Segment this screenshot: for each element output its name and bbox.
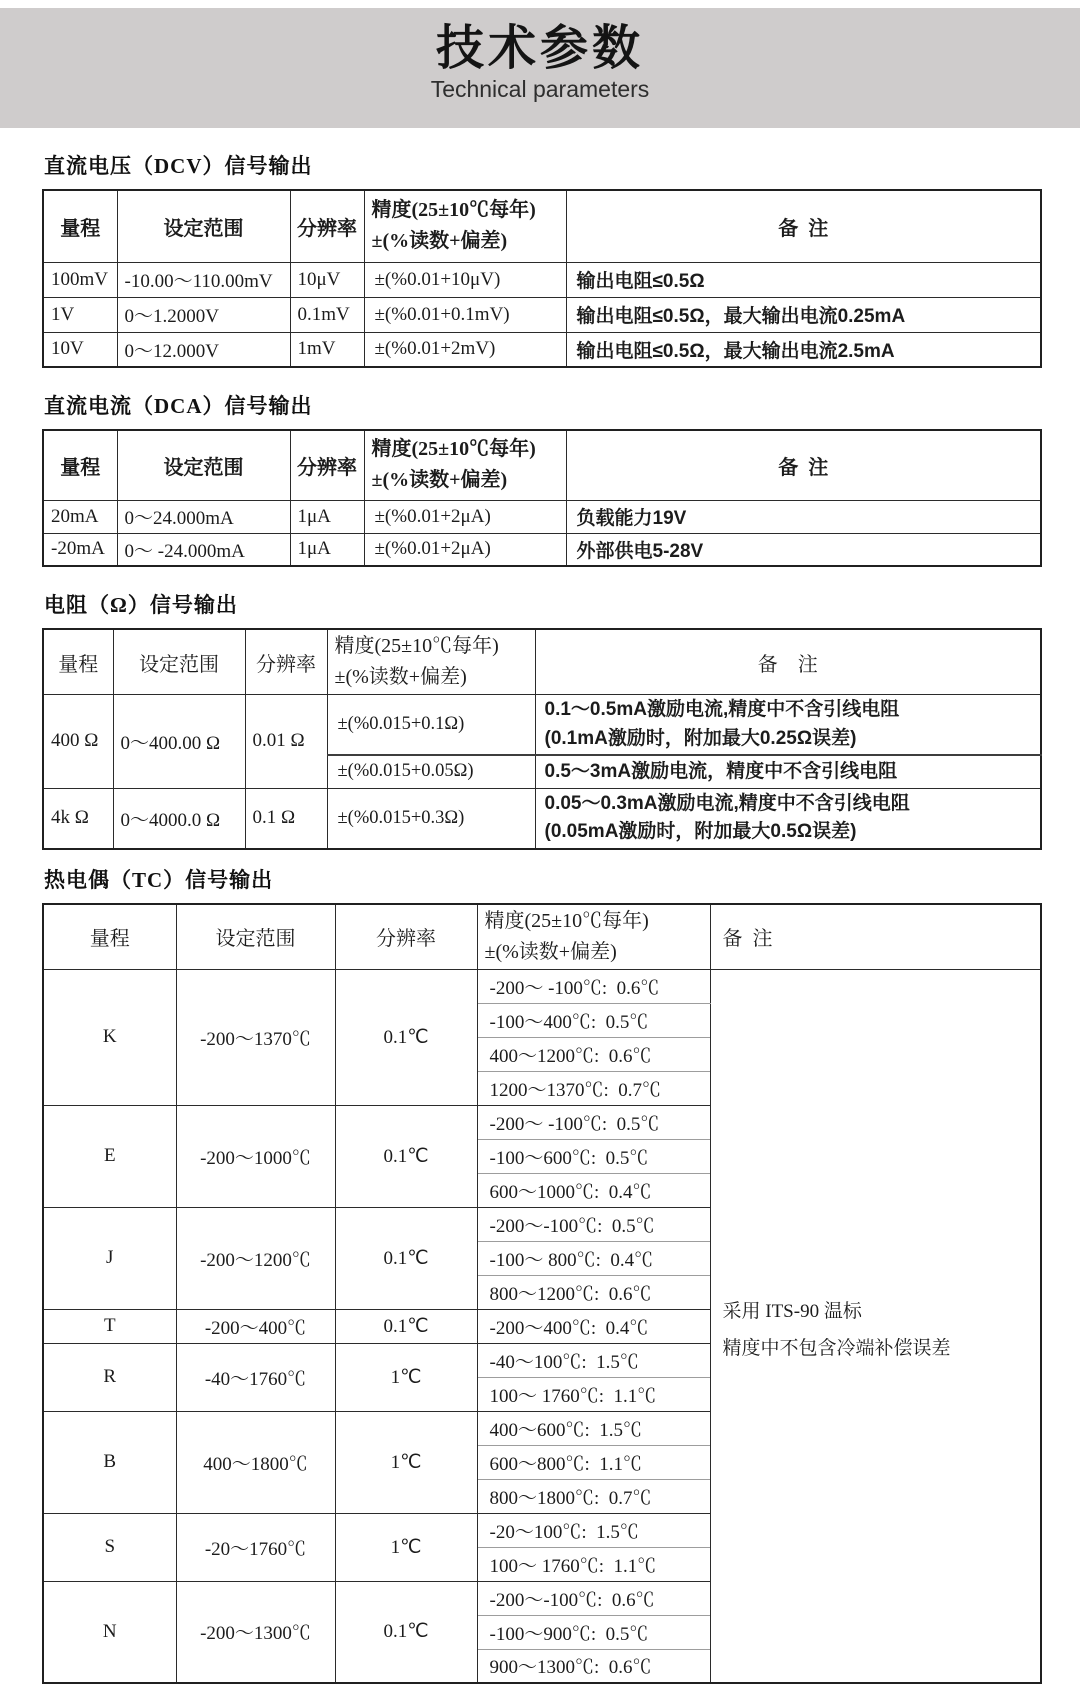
note-line1: 0.5～3mA激励电流，精度中不含引线电阻 bbox=[545, 758, 1040, 787]
range-cell: 100mV bbox=[43, 262, 117, 297]
note-line1: 0.05～0.3mA激励电流,精度中不含引线电阻 bbox=[545, 790, 1040, 819]
page bbox=[0, 8, 1080, 1641]
note-cell: 外部供电5-28V bbox=[566, 533, 1041, 566]
range-cell: 10V bbox=[43, 332, 117, 367]
page-title: 技术参数 bbox=[0, 8, 1080, 78]
setting-range-cell: -10.00～110.00mV bbox=[117, 262, 290, 297]
accuracy-cell: ±(%0.015+0.1Ω) bbox=[327, 695, 535, 756]
ohm-table bbox=[42, 628, 1042, 850]
setting-range-cell: -200～400℃ bbox=[176, 1309, 335, 1343]
table-header-row bbox=[43, 430, 1041, 500]
note-header: 备 注 bbox=[710, 904, 1041, 970]
table-header-row bbox=[43, 904, 1041, 970]
accuracy-cell: ±(%0.01+2mV) bbox=[364, 332, 566, 367]
table-row bbox=[43, 332, 1041, 367]
setting-range-cell: 0～4000.0 Ω bbox=[113, 788, 245, 849]
setting-range-header: 设定范围 bbox=[113, 629, 245, 695]
header-band bbox=[0, 8, 1080, 128]
note-cell bbox=[710, 969, 1041, 1683]
range-cell: S bbox=[43, 1513, 176, 1581]
resolution-header: 分辨率 bbox=[335, 904, 477, 970]
accuracy-cell: 400～600℃: 1.5℃ bbox=[477, 1411, 710, 1445]
note-header: 备 注 bbox=[566, 190, 1041, 262]
resolution-cell: 1μA bbox=[290, 533, 364, 566]
accuracy-cell: ±(%0.01+10μV) bbox=[364, 262, 566, 297]
resolution-header: 分辨率 bbox=[290, 190, 364, 262]
accuracy-cell: -100～ 800℃: 0.4℃ bbox=[477, 1241, 710, 1275]
accuracy-cell: -200～-100℃: 0.6℃ bbox=[477, 1581, 710, 1615]
accuracy-header bbox=[327, 629, 535, 695]
accuracy-cell: 800～1200℃: 0.6℃ bbox=[477, 1275, 710, 1309]
dcv-table bbox=[42, 189, 1042, 368]
accuracy-header bbox=[477, 904, 710, 970]
setting-range-cell: 0～12.000V bbox=[117, 332, 290, 367]
range-header: 量程 bbox=[43, 629, 113, 695]
accuracy-cell: -100～400℃: 0.5℃ bbox=[477, 1003, 710, 1037]
accuracy-cell: -40～100℃: 1.5℃ bbox=[477, 1343, 710, 1377]
accuracy-header-line2: ±(%读数+偏差) bbox=[372, 465, 565, 496]
table-row bbox=[43, 262, 1041, 297]
accuracy-cell: 600～800℃: 1.1℃ bbox=[477, 1445, 710, 1479]
range-cell: T bbox=[43, 1309, 176, 1343]
note-cell: 负载能力19V bbox=[566, 500, 1041, 533]
accuracy-header bbox=[364, 430, 566, 500]
setting-range-cell: -200～1370℃ bbox=[176, 969, 335, 1105]
setting-range-cell: -200～1300℃ bbox=[176, 1581, 335, 1683]
dca-table bbox=[42, 429, 1042, 567]
accuracy-header-line1: 精度(25±10℃每年) bbox=[372, 195, 565, 226]
note-cell bbox=[535, 788, 1041, 849]
setting-range-cell: -200～1000℃ bbox=[176, 1105, 335, 1207]
table-row bbox=[43, 788, 1041, 849]
resolution-cell: 0.1 Ω bbox=[245, 788, 327, 849]
note-line2: (0.1mA激励时，附加最大0.25Ω误差) bbox=[545, 725, 1040, 754]
range-cell: B bbox=[43, 1411, 176, 1513]
section-label-ohm: 电阻（Ω）信号输出 bbox=[44, 589, 1040, 619]
accuracy-cell: ±(%0.015+0.3Ω) bbox=[327, 788, 535, 849]
accuracy-header-line1: 精度(25±10℃每年) bbox=[335, 631, 534, 662]
setting-range-cell: -40～1760℃ bbox=[176, 1343, 335, 1411]
accuracy-cell: 400～1200℃: 0.6℃ bbox=[477, 1037, 710, 1071]
accuracy-cell: 100～ 1760℃: 1.1℃ bbox=[477, 1377, 710, 1411]
resolution-cell: 1μA bbox=[290, 500, 364, 533]
table-row bbox=[43, 695, 1041, 756]
page-subtitle: Technical parameters bbox=[0, 78, 1080, 101]
accuracy-header-line2: ±(%读数+偏差) bbox=[372, 226, 565, 257]
setting-range-cell: 400～1800℃ bbox=[176, 1411, 335, 1513]
accuracy-cell: -200～ -100℃: 0.6℃ bbox=[477, 969, 710, 1003]
range-cell: N bbox=[43, 1581, 176, 1683]
range-header: 量程 bbox=[43, 430, 117, 500]
range-cell: 400 Ω bbox=[43, 695, 113, 789]
section-label-tc: 热电偶（TC）信号输出 bbox=[44, 864, 1040, 894]
range-cell: J bbox=[43, 1207, 176, 1309]
setting-range-header: 设定范围 bbox=[117, 190, 290, 262]
note-cell: 输出电阻≤0.5Ω bbox=[566, 262, 1041, 297]
table-row bbox=[43, 500, 1041, 533]
note-cell bbox=[535, 755, 1041, 788]
setting-range-header: 设定范围 bbox=[117, 430, 290, 500]
note-header: 备 注 bbox=[535, 629, 1041, 695]
accuracy-cell: 100～ 1760℃: 1.1℃ bbox=[477, 1547, 710, 1581]
resolution-cell: 10μV bbox=[290, 262, 364, 297]
resolution-cell: 1℃ bbox=[335, 1343, 477, 1411]
resolution-cell: 0.1℃ bbox=[335, 1309, 477, 1343]
accuracy-cell: -200～400℃: 0.4℃ bbox=[477, 1309, 710, 1343]
content bbox=[0, 150, 1080, 1684]
setting-range-cell: 0～400.00 Ω bbox=[113, 695, 245, 789]
note-cell: 输出电阻≤0.5Ω，最大输出电流2.5mA bbox=[566, 332, 1041, 367]
table-row bbox=[43, 297, 1041, 332]
accuracy-header-line2: ±(%读数+偏差) bbox=[485, 937, 709, 968]
accuracy-cell: ±(%0.01+2μA) bbox=[364, 533, 566, 566]
range-cell: E bbox=[43, 1105, 176, 1207]
accuracy-header-line1: 精度(25±10℃每年) bbox=[485, 906, 709, 937]
range-cell: R bbox=[43, 1343, 176, 1411]
resolution-cell: 1℃ bbox=[335, 1513, 477, 1581]
accuracy-cell: ±(%0.01+0.1mV) bbox=[364, 297, 566, 332]
accuracy-cell: ±(%0.015+0.05Ω) bbox=[327, 755, 535, 788]
table-row bbox=[43, 533, 1041, 566]
range-cell: -20mA bbox=[43, 533, 117, 566]
setting-range-header: 设定范围 bbox=[176, 904, 335, 970]
section-label-dca: 直流电流（DCA）信号输出 bbox=[44, 390, 1040, 420]
resolution-header: 分辨率 bbox=[290, 430, 364, 500]
range-cell: 1V bbox=[43, 297, 117, 332]
table-row bbox=[43, 969, 1041, 1003]
range-cell: 4k Ω bbox=[43, 788, 113, 849]
range-header: 量程 bbox=[43, 190, 117, 262]
range-cell: 20mA bbox=[43, 500, 117, 533]
note-line2: (0.05mA激励时，附加最大0.5Ω误差) bbox=[545, 818, 1040, 847]
range-header: 量程 bbox=[43, 904, 176, 970]
setting-range-cell: -200～1200℃ bbox=[176, 1207, 335, 1309]
resolution-cell: 0.01 Ω bbox=[245, 695, 327, 789]
note-cell: 输出电阻≤0.5Ω，最大输出电流0.25mA bbox=[566, 297, 1041, 332]
accuracy-cell: ±(%0.01+2μA) bbox=[364, 500, 566, 533]
accuracy-cell: -200～ -100℃: 0.5℃ bbox=[477, 1105, 710, 1139]
accuracy-header-line2: ±(%读数+偏差) bbox=[335, 662, 534, 693]
accuracy-header bbox=[364, 190, 566, 262]
note-cell bbox=[535, 695, 1041, 756]
resolution-header: 分辨率 bbox=[245, 629, 327, 695]
resolution-cell: 1mV bbox=[290, 332, 364, 367]
setting-range-cell: 0～1.2000V bbox=[117, 297, 290, 332]
accuracy-cell: -200～-100℃: 0.5℃ bbox=[477, 1207, 710, 1241]
resolution-cell: 0.1℃ bbox=[335, 1207, 477, 1309]
resolution-cell: 0.1mV bbox=[290, 297, 364, 332]
accuracy-cell: 600～1000℃: 0.4℃ bbox=[477, 1173, 710, 1207]
note-line1: 采用 ITS-90 温标 bbox=[723, 1293, 1037, 1330]
note-header: 备 注 bbox=[566, 430, 1041, 500]
setting-range-cell: 0～ -24.000mA bbox=[117, 533, 290, 566]
accuracy-cell: -20～100℃: 1.5℃ bbox=[477, 1513, 710, 1547]
table-header-row bbox=[43, 190, 1041, 262]
accuracy-header-line1: 精度(25±10℃每年) bbox=[372, 434, 565, 465]
range-cell: K bbox=[43, 969, 176, 1105]
accuracy-cell: -100～600℃: 0.5℃ bbox=[477, 1139, 710, 1173]
setting-range-cell: -20～1760℃ bbox=[176, 1513, 335, 1581]
resolution-cell: 0.1℃ bbox=[335, 1581, 477, 1683]
note-line1: 0.1～0.5mA激励电流,精度中不含引线电阻 bbox=[545, 696, 1040, 725]
section-label-dcv: 直流电压（DCV）信号输出 bbox=[44, 150, 1040, 180]
resolution-cell: 0.1℃ bbox=[335, 969, 477, 1105]
accuracy-cell: 900～1300℃: 0.6℃ bbox=[477, 1649, 710, 1683]
tc-table bbox=[42, 903, 1042, 1684]
accuracy-cell: 1200～1370℃: 0.7℃ bbox=[477, 1071, 710, 1105]
table-header-row bbox=[43, 629, 1041, 695]
resolution-cell: 0.1℃ bbox=[335, 1105, 477, 1207]
setting-range-cell: 0～24.000mA bbox=[117, 500, 290, 533]
accuracy-cell: 800～1800℃: 0.7℃ bbox=[477, 1479, 710, 1513]
resolution-cell: 1℃ bbox=[335, 1411, 477, 1513]
note-line2: 精度中不包含冷端补偿误差 bbox=[723, 1330, 1037, 1367]
accuracy-cell: -100～900℃: 0.5℃ bbox=[477, 1615, 710, 1649]
